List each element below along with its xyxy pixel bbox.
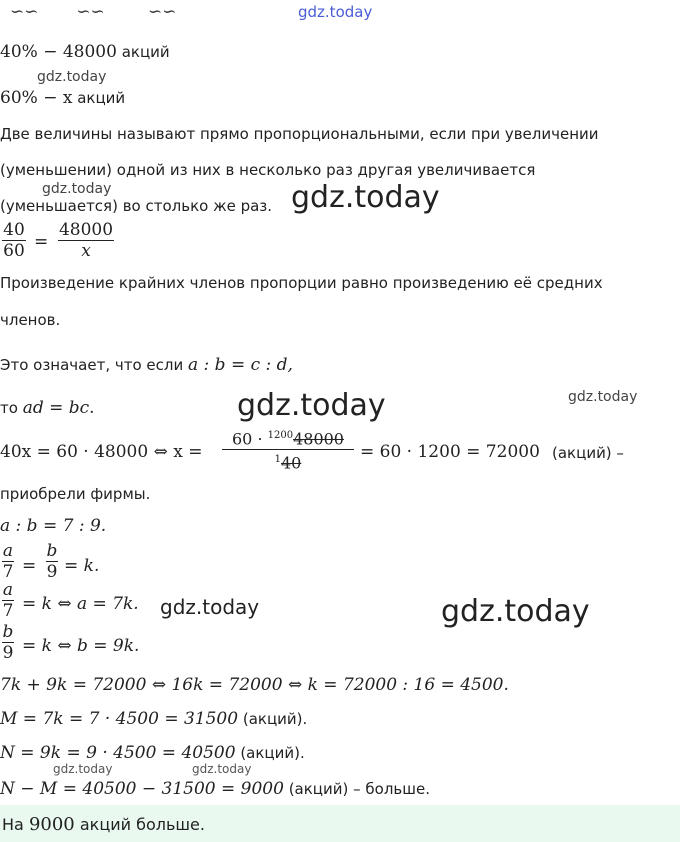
fraction-48000-x: 48000 x xyxy=(58,220,114,261)
proportion-rule-line-2: членов. xyxy=(0,311,61,329)
ratio-line: a : b = 7 : 9. xyxy=(0,516,107,536)
definition-line-1: Две величины называют прямо пропорциональными, если при увеличении xyxy=(0,125,599,143)
b-equation: = k ⇔ b = 9k. xyxy=(22,636,140,656)
answer-text: На 9000 акций больше. xyxy=(2,814,205,835)
diff-line: N − M = 40500 − 31500 = 9000 (акций) – больше. xyxy=(0,779,430,799)
answer-box xyxy=(0,805,680,842)
watermark-big-3: gdz.today xyxy=(441,594,590,629)
watermark-small-2: gdz.today xyxy=(42,181,112,197)
bought-line: приобрели фирмы. xyxy=(0,485,151,503)
n-line: N = 9k = 9 · 4500 = 40500 (акций). xyxy=(0,743,305,763)
fraction-b-9: b 9 xyxy=(46,541,58,582)
watermark-mid-1: gdz.today xyxy=(160,595,260,619)
calc-fraction: 60 · $^{1200}$48000 $^1$40 xyxy=(222,426,354,474)
equals-sign: = xyxy=(34,232,49,252)
watermark-small-1: gdz.today xyxy=(37,69,107,85)
watermark-small-3: gdz.today xyxy=(568,389,638,405)
a-equation: = k ⇔ a = 7k. xyxy=(22,594,139,614)
calc-right: = 60 · 1200 = 72000 xyxy=(360,442,540,462)
watermark-big-2: gdz.today xyxy=(237,388,386,423)
line-60-percent: 60% − x акций xyxy=(0,88,126,108)
means-line: Это означает, что если a : b = c : d, xyxy=(0,355,293,375)
equals-sign-2: = xyxy=(22,556,37,576)
watermark-big-1: gdz.today xyxy=(291,180,440,215)
fraction-40-60: 40 60 xyxy=(3,220,25,261)
watermark-top: gdz.today xyxy=(298,3,373,21)
fraction-b-9-b: b 9 xyxy=(2,622,14,663)
fraction-a-7: a 7 xyxy=(2,541,14,582)
then-line: то ad = bc. xyxy=(0,398,95,418)
watermark-xs-2: gdz.today xyxy=(192,762,252,776)
k-def-end: = k. xyxy=(64,556,100,576)
definition-line-2: (уменьшении) одной из них в несколько раз другая увеличивается xyxy=(0,161,536,179)
cut-top-fragment: ∽∽ ∽∽ ∽∽ xyxy=(10,2,177,22)
line-40-percent: 40% − 48000 акций xyxy=(0,42,170,62)
m-line: M = 7k = 7 · 4500 = 31500 (акций). xyxy=(0,709,308,729)
proportion-rule-line-1: Произведение крайних членов пропорции равно произведению её средних xyxy=(0,274,603,292)
fraction-a-7-b: a 7 xyxy=(2,580,14,621)
definition-line-3: (уменьшается) во столько же раз. xyxy=(0,197,273,215)
watermark-xs-1: gdz.today xyxy=(53,762,113,776)
sum-equation: 7k + 9k = 72000 ⇔ 16k = 72000 ⇔ k = 72000 : 16 = 4500. xyxy=(0,675,509,695)
calc-left: 40x = 60 · 48000 ⇔ x = xyxy=(0,442,203,462)
calc-unit: (акций) – xyxy=(552,444,624,462)
